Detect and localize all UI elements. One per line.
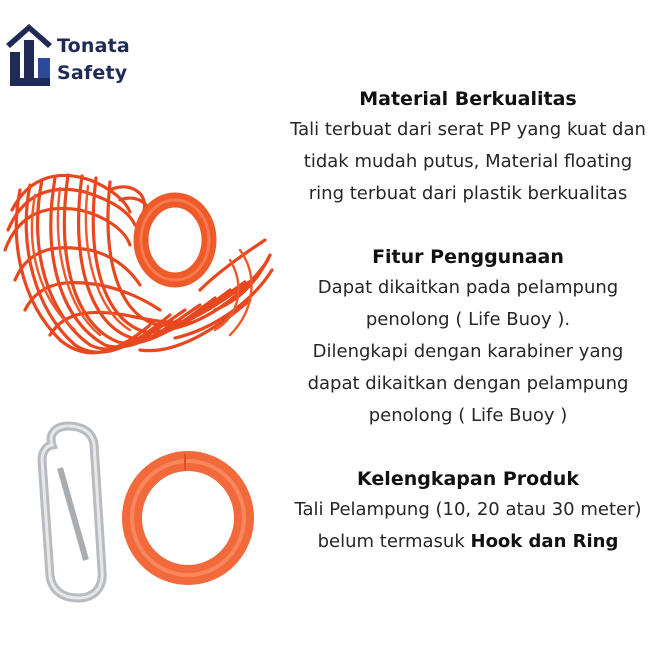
section-line: dapat dikaitkan dengan pelampung	[307, 373, 629, 394]
floating-ring-image	[132, 454, 244, 575]
section-line: Dilengkapi dengan karabiner yang	[312, 341, 624, 362]
product-photos	[0, 150, 275, 620]
section-title: Fitur Penggunaan	[372, 246, 564, 268]
section-line: Tali Pelampung (10, 20 atau 30 meter)	[294, 499, 642, 520]
brand-name-line2: Safety	[57, 62, 128, 84]
line-text: belum termasuk	[317, 531, 471, 552]
section-line-with-emphasis	[272, 526, 664, 558]
section-line: Tali terbuat dari serat PP yang kuat dan	[290, 119, 646, 140]
section-title: Material Berkualitas	[359, 88, 577, 110]
section-line: penolong ( Life Buoy )	[368, 405, 568, 426]
carabiner-image	[42, 426, 102, 598]
section-features	[272, 242, 664, 432]
brand-name-line1: Tonata	[57, 35, 130, 57]
rope-coil-image	[5, 175, 272, 353]
section-title: Kelengkapan Produk	[357, 468, 579, 490]
section-line: tidak mudah putus, Material floating	[303, 151, 633, 172]
section-line: ring terbuat dari plastik berkualitas	[308, 183, 628, 204]
section-line: penolong ( Life Buoy ).	[365, 309, 571, 330]
section-line: Dapat dikaitkan pada pelampung	[317, 277, 619, 298]
house-logo-icon	[4, 22, 56, 92]
emphasis-text: Hook dan Ring	[470, 531, 619, 552]
section-package	[272, 464, 664, 558]
section-material	[272, 84, 664, 210]
brand-logo	[4, 22, 154, 92]
description-column	[272, 84, 664, 558]
